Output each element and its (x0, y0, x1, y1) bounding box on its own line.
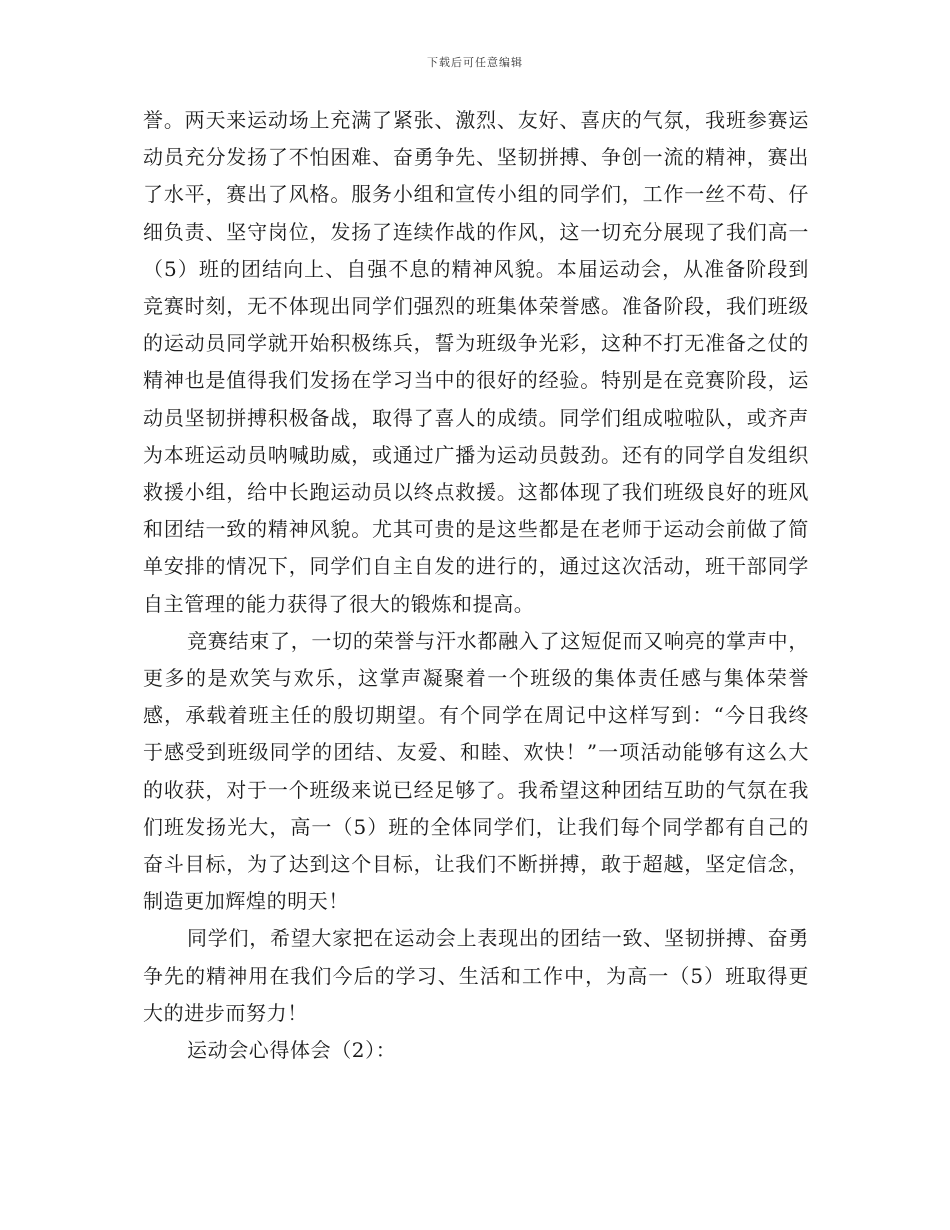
document-body (143, 102, 809, 1069)
paragraph-2: 竞赛结束了，一切的荣誉与汗水都融入了这短促而又响亮的掌声中，更多的是欢笑与欢乐，这掌声凝聚着一个班级的集体责任感与集体荣誉感，承载着班主任的殷切期望。有个同学在周记中这样写到：“今日我终于感受到班级同学的团结、友爱、和睦、欢快！”一项活动能够有这么大的收获，对于一个班级来说已经足够了。我希望这种团结互助的气氛在我们班发扬光大，高一（5）班的全体同学们，让我们每个同学都有自己的奋斗目标，为了达到这个目标，让我们不断拼搏，敢于超越，坚定信念，制造更加辉煌的明天！ (143, 628, 809, 914)
paragraph-3: 同学们，希望大家把在运动会上表现出的团结一致、坚韧拼搏、奋勇争先的精神用在我们今后的学习、生活和工作中，为高一（5）班取得更大的进步而努力！ (143, 926, 809, 1025)
header-note: 下载后可任意编辑 (427, 56, 523, 69)
section-heading: 运动会心得体会（2）： (187, 1038, 397, 1063)
paragraph-1: 誉。两天来运动场上充满了紧张、激烈、友好、喜庆的气氛，我班参赛运动员充分发扬了不怕困难、奋勇争先、坚韧拼搏、争创一流的精神，赛出了水平，赛出了风格。服务小组和宣传小组的同学们，工作一丝不苟、仔细负责、坚守岗位，发扬了连续作战的作风，这一切充分展现了我们高一（5）班的团结向上、自强不息的精神风貌。本届运动会，从准备阶段到竞赛时刻，无不体现出同学们强烈的班集体荣誉感。准备阶段，我们班级的运动员同学就开始积极练兵，誓为班级争光彩，这种不打无准备之仗的精神也是值得我们发扬在学习当中的很好的经验。特别是在竞赛阶段，运动员坚韧拼搏积极备战，取得了喜人的成绩。同学们组成啦啦队，或齐声为本班运动员呐喊助威，或通过广播为运动员鼓劲。还有的同学自发组织救援小组，给中长跑运动员以终点救援。这都体现了我们班级良好的班风和团结一致的精神风貌。尤其可贵的是这些都是在老师于运动会前做了简单安排的情况下，同学们自主自发的进行的，通过这次活动，班干部同学自主管理的能力获得了很大的锻炼和提高。 (143, 108, 809, 616)
